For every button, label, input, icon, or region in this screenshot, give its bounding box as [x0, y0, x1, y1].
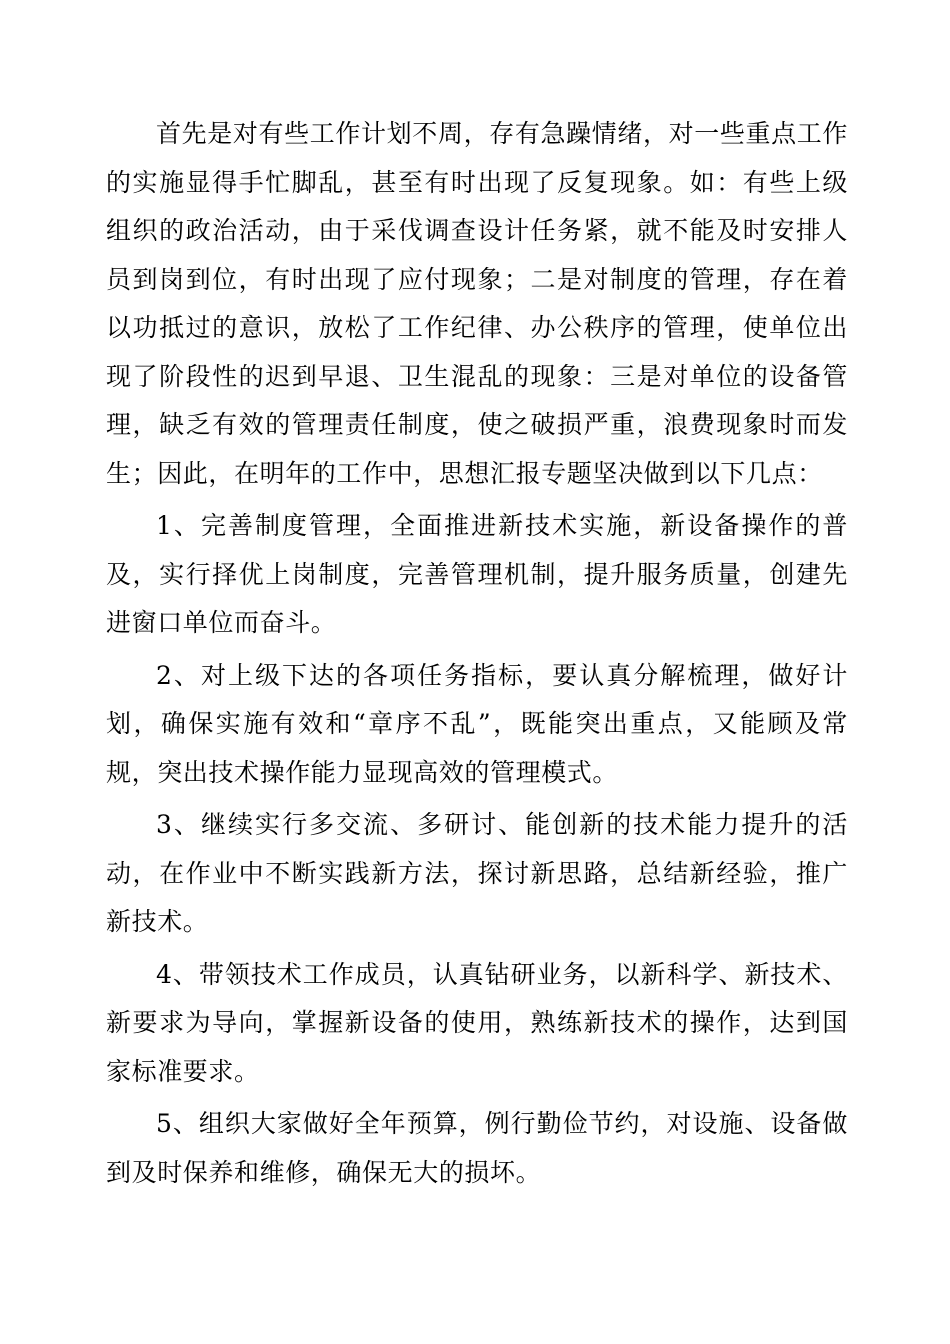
item-paragraph-2: 2、对上级下达的各项任务指标，要认真分解梳理，做好计划，确保实施有效和“章序不乱”，既能突出重点，又能顾及常规，突出技术操作能力显现高效的管理模式。	[106, 660, 848, 787]
item-paragraph-1: 1、完善制度管理，全面推进新技术实施，新设备操作的普及，实行择优上岗制度，完善管理机制，提升服务质量，创建先进窗口单位而奋斗。	[106, 511, 848, 637]
item-paragraph-3: 3、继续实行多交流、多研讨、能创新的技术能力提升的活动，在作业中不断实践新方法，探讨新思路，总结新经验，推广新技术。	[106, 810, 848, 936]
intro-paragraph: 首先是对有些工作计划不周，存有急躁情绪，对一些重点工作的实施显得手忙脚乱，甚至有时出现了反复现象。如：有些上级组织的政治活动，由于采伐调查设计任务紧，就不能及时安排人员到岗到位，有时出现了应付现象；二是对制度的管理，存在着以功抵过的意识，放松了工作纪律、办公秩序的管理，使单位出现了阶段性的迟到早退、卫生混乱的现象：三是对单位的设备管理，缺乏有效的管理责任制度，使之破损严重，浪费现象时而发生；因此，在明年的工作中，思想汇报专题坚决做到以下几点：	[106, 119, 848, 488]
document-body	[106, 110, 848, 1201]
item-paragraph-5: 5、组织大家做好全年预算，例行勤俭节约，对设施、设备做到及时保养和维修，确保无大的损坏。	[106, 1109, 848, 1187]
item-paragraph-4: 4、带领技术工作成员，认真钻研业务，以新科学、新技术、新要求为导向，掌握新设备的使用，熟练新技术的操作，达到国家标准要求。	[106, 959, 848, 1086]
